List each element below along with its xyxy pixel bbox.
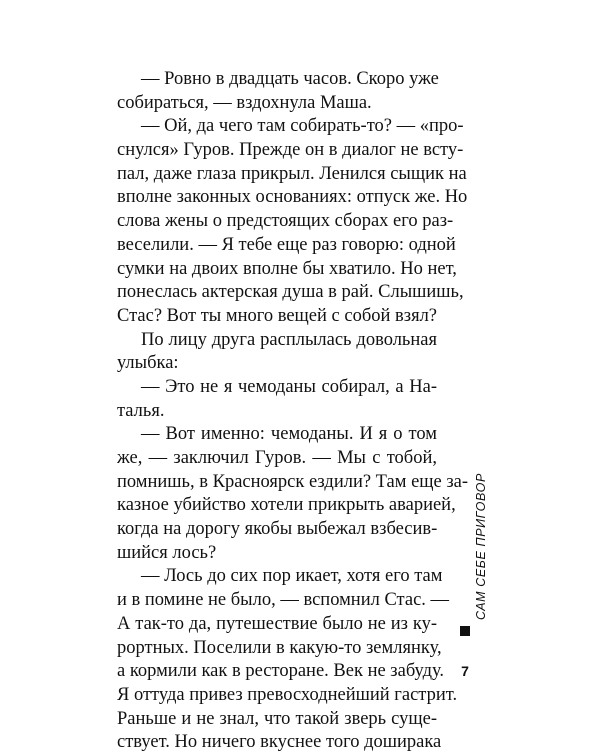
text-line: пал, даже глаза прикрыл. Ленился сыщик на bbox=[117, 163, 467, 184]
text-line: же, — заключил Гуров. — Мы с тобой, bbox=[117, 448, 437, 468]
text-line: казное убийство хотели прикрыть аварией, bbox=[117, 495, 456, 516]
text-line: По лицу друга расплылась довольная bbox=[141, 329, 437, 350]
text-line: ствует. Но ничего вкуснее того доширака bbox=[117, 732, 442, 753]
body-text bbox=[117, 68, 469, 755]
text-line: Раньше и не знал, что такой зверь суще- bbox=[117, 708, 437, 729]
page-number: 7 bbox=[461, 663, 469, 679]
text-line: А так-то да, путешествие было не из ку- bbox=[117, 613, 437, 634]
running-title: САМ СЕБЕ ПРИГОВОР bbox=[474, 473, 488, 620]
text-line: понеслась актерская душа в рай. Слышишь, bbox=[117, 282, 464, 303]
text-line: снулся» Гуров. Прежде он в диалог не всту- bbox=[117, 140, 464, 161]
text-line: рортных. Поселили в какую-то землянку, bbox=[117, 637, 442, 658]
text-line: слова жены о предстоящих сборах его раз- bbox=[117, 211, 454, 232]
text-line: помнишь, в Красноярск ездили? Там еще за- bbox=[117, 471, 469, 492]
text-line: и в помине не было, — вспомнил Стас. — bbox=[117, 590, 450, 611]
text-line: Стас? Вот ты много вещей с собой взял? bbox=[117, 305, 438, 326]
text-line: — Это не я чемоданы собирал, а На- bbox=[141, 376, 437, 397]
text-line: — Ровно в двадцать часов. Скоро уже bbox=[141, 69, 439, 89]
text-line: Я оттуда привез превосходнейший гастрит. bbox=[117, 684, 458, 705]
text-line: — Вот именно: чемоданы. И я о том bbox=[141, 424, 437, 445]
text-line: а кормили как в ресторане. Век не забуду. bbox=[117, 661, 445, 682]
text-line: — Лось до сих пор икает, хотя его там bbox=[141, 566, 443, 587]
text-line: талья. bbox=[117, 400, 165, 421]
text-line: шийся лось? bbox=[117, 542, 217, 563]
text-line: — Ой, да чего там собирать-то? — «про- bbox=[141, 116, 464, 137]
text-line: вполне законных основаниях: отпуск же. Но bbox=[117, 187, 468, 208]
text-line: собираться, — вздохнула Маша. bbox=[117, 92, 372, 113]
text-line: сумки на двоих вполне бы хватило. Но нет, bbox=[117, 258, 457, 279]
running-title-marker bbox=[460, 626, 470, 636]
text-line: когда на дорогу якобы выбежал взбесив- bbox=[117, 519, 438, 540]
text-line: веселили. — Я тебе еще раз говорю: одной bbox=[117, 234, 456, 255]
text-line: улыбка: bbox=[117, 353, 179, 374]
